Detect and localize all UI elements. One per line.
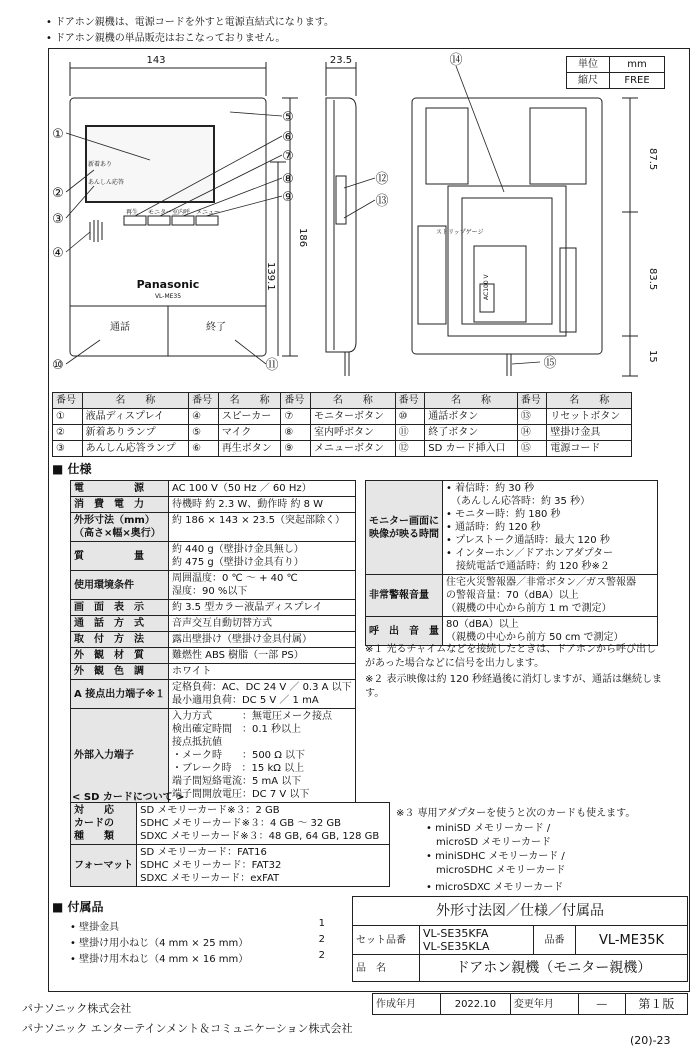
parts-header-no: 番号	[517, 393, 547, 409]
dim-mid-label: 83.5	[647, 268, 658, 291]
ac-label: AC100 V	[483, 274, 490, 300]
set-value: VL-SE35KFA VL-SE35KLA	[420, 926, 534, 955]
created-value: 2022.10	[440, 994, 510, 1015]
spec-row	[71, 571, 356, 600]
spec-row	[71, 616, 356, 632]
brand-logo: Panasonic	[136, 278, 200, 291]
dim-height-label: 186	[297, 228, 308, 248]
callout-15: ⑮	[543, 356, 557, 371]
btn-monitor-label: モニター	[148, 209, 173, 216]
spec-value: 約 3.5 型カラー液晶ディスプレイ	[168, 600, 355, 616]
spec-row	[71, 497, 356, 513]
spec-label: 外 観 材 質	[71, 648, 169, 664]
spec-label: 外部入力端子	[71, 709, 169, 803]
spec-row	[366, 617, 658, 646]
scale-label: 縮尺	[567, 73, 610, 89]
part-name: 液晶ディスプレイ	[82, 409, 189, 425]
spec-value: SD メモリーカード※３：2 GB SDHC メモリーカード※３：4 GB ～ 32 GB SDXC メモリーカード※３：48 GB, 64 GB, 128 GB	[137, 803, 390, 845]
part-name: 終了ボタン	[425, 425, 518, 441]
spec-value: 定格負荷：AC、DC 24 V ／ 0.3 A 以下 最小適用負荷：DC 5 V ／ 1 mA	[168, 680, 355, 709]
spec-label: 外形寸法（mm） （高さ×幅×奥行）	[71, 513, 169, 542]
scale-value: FREE	[610, 73, 665, 89]
spec-row	[71, 648, 356, 664]
part-no: ⑫	[395, 441, 425, 457]
spec-label: A 接点出力端子※１	[71, 680, 169, 709]
sd-note: ※３ 専用アダプターを使うと次のカードも使えます。	[396, 808, 636, 819]
part-no: ⑩	[395, 409, 425, 425]
spec-value: 80（dBA）以上 （親機の中心から前方 50 cm で測定）	[443, 617, 658, 646]
part-name: 壁掛け金具	[547, 425, 632, 441]
name-label: 品 名	[353, 955, 420, 982]
spec-title: ■ 仕様	[52, 462, 92, 476]
unit-value: mm	[610, 57, 665, 73]
spec-value: SD メモリーカード：FAT16 SDHC メモリーカード：FAT32 SDXC メモリーカード：exFAT	[137, 845, 390, 887]
part-name: リセットボタン	[547, 409, 632, 425]
accessory-name: • 壁掛け用木ねじ（4 mm × 16 mm）	[70, 954, 249, 965]
dim-depth-label: 23.5	[329, 55, 353, 66]
accessory-qty: 2	[318, 950, 325, 961]
spec-row	[71, 513, 356, 542]
part-value: VL-ME35K	[576, 926, 688, 955]
part-no: ⑬	[517, 409, 547, 425]
part-name: 電源コード	[547, 441, 632, 457]
spec-value: 音声交互自動切替方式	[168, 616, 355, 632]
part-name: 再生ボタン	[218, 441, 281, 457]
spec-row	[71, 845, 390, 887]
unit-label: 単位	[567, 57, 610, 73]
parts-row	[53, 441, 632, 457]
accessories-title: ■ 付属品	[52, 900, 104, 914]
part-no: ③	[53, 441, 83, 457]
footnote-2: ※２ 表示映像は約 120 秒経過後に消灯しますが、通話は継続します。	[365, 674, 663, 699]
part-name: 通話ボタン	[425, 409, 518, 425]
spec-label: 外 観 色 調	[71, 664, 169, 680]
spec-label: フォーマット	[71, 845, 137, 887]
dim-bottom-label: 15	[647, 350, 658, 363]
callout-6: ⑥	[282, 130, 294, 145]
part-name: スピーカー	[218, 409, 281, 425]
spec-label: 取 付 方 法	[71, 632, 169, 648]
revision-row	[372, 993, 688, 1015]
accessory-qty: 2	[318, 934, 325, 945]
name-value: ドアホン親機（モニター親機）	[420, 955, 688, 982]
callout-13: ⑬	[375, 194, 389, 209]
accessory-item	[70, 934, 325, 949]
changed-label: 変更年月	[510, 994, 578, 1015]
sd-item: • miniSD メモリーカード / microSD メモリーカード	[426, 823, 552, 848]
spec-left-table	[70, 480, 356, 803]
set-label: セット品番	[353, 926, 420, 955]
accessory-name: • 壁掛金具	[70, 922, 120, 933]
spec-row	[71, 632, 356, 648]
part-no: ⑨	[281, 441, 311, 457]
spec-row	[71, 542, 356, 571]
btn-end-label: 終了	[206, 322, 226, 333]
callout-12: ⑫	[375, 172, 389, 187]
spec-value: 周囲温度：0 ℃ ～ + 40 ℃ 湿度：90 %以下	[168, 571, 355, 600]
part-no: ⑦	[281, 409, 311, 425]
part-no: ①	[53, 409, 83, 425]
dim-top-label: 87.5	[647, 148, 658, 171]
spec-label: 電 源	[71, 481, 169, 497]
spec-label: 非常警報音量	[366, 575, 443, 617]
btn-menu-label: メニュー	[196, 209, 221, 216]
spec-value: 待機時 約 2.3 W、動作時 約 8 W	[168, 497, 355, 513]
part-name: あんしん応答ランプ	[82, 441, 189, 457]
parts-header-name: 名 称	[547, 393, 632, 409]
sd-item: • microSDXC メモリーカード	[426, 882, 564, 893]
spec-row	[71, 664, 356, 680]
spec-value: 入力方式 ：無電圧メーク接点 検出確定時間 ：0.1 秒以上 接点抵抗値 ・メーク時 ：500 Ω 以下 ・ブレーク時 ：15 kΩ 以上 端子間短絡電流：5 mA 以下 端子間開放電圧：DC 7 V 以下	[168, 709, 355, 803]
spec-row	[366, 575, 658, 617]
callout-2: ②	[52, 186, 64, 201]
lamp-new-label: 新着あり	[88, 161, 113, 168]
spec-value: 住宅火災警報器／非常ボタン／ガス警報器 の警報音量：70（dBA）以上 （親機の中心から前方 1 m で測定）	[443, 575, 658, 617]
spec-row	[71, 481, 356, 497]
spec-value: 難燃性 ABS 樹脂（一部 PS）	[168, 648, 355, 664]
accessory-qty: 1	[318, 918, 325, 929]
spec-label: 通 話 方 式	[71, 616, 169, 632]
sd-table	[70, 802, 390, 887]
title-block	[352, 896, 688, 982]
spec-row	[71, 803, 390, 845]
outline-drawing	[0, 0, 700, 390]
dim-width-label: 143	[146, 55, 166, 66]
edition: 第１版	[625, 994, 687, 1015]
speaker-grill	[90, 220, 102, 242]
parts-row	[53, 409, 632, 425]
spec-value: ホワイト	[168, 664, 355, 680]
spec-value: 約 440 g（壁掛け金具無し） 約 475 g（壁掛け金具有り）	[168, 542, 355, 571]
callout-11: ⑪	[265, 358, 279, 373]
parts-table	[52, 392, 632, 457]
callout-1: ①	[52, 127, 64, 142]
spec-label: 呼 出 音 量	[366, 617, 443, 646]
footnote-1: ※１ 光るチャイムなどを接続したときは、ドアホンから呼び出しがあった場合などに信号を出力します。	[365, 644, 656, 669]
sd-item: • miniSDHC メモリーカード / microSDHC メモリーカード	[426, 851, 566, 876]
callout-3: ③	[52, 212, 64, 227]
spec-label: 使用環境条件	[71, 571, 169, 600]
callout-8: ⑧	[282, 172, 294, 187]
part-no: ⑪	[395, 425, 425, 441]
parts-header-no: 番号	[53, 393, 83, 409]
created-label: 作成年月	[373, 994, 441, 1015]
part-name: SD カード挿入口	[425, 441, 518, 457]
callout-14: ⑭	[449, 53, 463, 68]
part-name: メニューボタン	[311, 441, 396, 457]
part-no: ②	[53, 425, 83, 441]
btn-intercom-label: 室内呼	[172, 209, 191, 216]
spec-value: • 着信時：約 30 秒 （あんしん応答時：約 35 秒） • モニター時：約 180 秒 • 通話時：約 120 秒 • プレストーク通話時：最大 120 秒 • インターホン／ドアホンアダプター 接続電話で通話時：約 120 秒※２	[443, 481, 658, 575]
accessory-name: • 壁掛け用小ねじ（4 mm × 25 mm）	[70, 938, 249, 949]
doc-title: 外形寸法図／仕様／付属品	[353, 897, 688, 926]
callout-4: ④	[52, 246, 64, 261]
spec-value: 約 186 × 143 × 23.5（突起部除く）	[168, 513, 355, 542]
btn-talk-label: 通話	[110, 322, 130, 333]
part-no: ⑤	[189, 425, 219, 441]
note-line: • ドアホン親機は、電源コードを外すと電源直結式になります。	[46, 17, 334, 28]
part-no: ⑥	[189, 441, 219, 457]
part-name: マイク	[218, 425, 281, 441]
parts-header-name: 名 称	[425, 393, 518, 409]
part-label: 品番	[534, 926, 576, 955]
page-number: (20)-23	[630, 1034, 671, 1047]
company-2: パナソニック エンターテインメント＆コミュニケーション株式会社	[22, 1022, 353, 1035]
strip-gauge-label: ストリップゲージ	[436, 229, 484, 236]
changed-value: ―	[578, 994, 625, 1015]
dim-height2-label: 139.1	[265, 262, 276, 291]
part-no: ⑭	[517, 425, 547, 441]
part-name: 新着ありランプ	[82, 425, 189, 441]
parts-header-name: 名 称	[82, 393, 189, 409]
callout-9: ⑨	[282, 190, 294, 205]
part-no: ⑮	[517, 441, 547, 457]
spec-label: 消 費 電 力	[71, 497, 169, 513]
accessory-item	[70, 950, 325, 965]
spec-right-table	[365, 480, 658, 646]
part-no: ④	[189, 409, 219, 425]
wall-bracket	[448, 186, 566, 336]
sd-title: < SD カードについて >	[72, 792, 185, 803]
part-no: ⑧	[281, 425, 311, 441]
parts-header-no: 番号	[281, 393, 311, 409]
model-small-label: VL-ME35	[154, 293, 182, 300]
accessory-item	[70, 918, 325, 933]
spec-row	[71, 600, 356, 616]
lamp-anshin-label: あんしん応答	[88, 179, 125, 186]
spec-value: AC 100 V（50 Hz ／ 60 Hz）	[168, 481, 355, 497]
spec-label: モニター画面に 映像が映る時間	[366, 481, 443, 575]
parts-row	[53, 425, 632, 441]
parts-header-name: 名 称	[218, 393, 281, 409]
spec-value: 露出壁掛け（壁掛け金具付属）	[168, 632, 355, 648]
spec-label: 質 量	[71, 542, 169, 571]
spec-label: 対 応 カードの 種 類	[71, 803, 137, 845]
part-name: 室内呼ボタン	[311, 425, 396, 441]
callout-7: ⑦	[282, 149, 294, 164]
btn-playback-label: 再生	[126, 209, 139, 216]
spec-label: 画 面 表 示	[71, 600, 169, 616]
callout-10: ⑩	[52, 358, 64, 373]
callout-5: ⑤	[282, 110, 294, 125]
spec-row	[71, 680, 356, 709]
parts-header-no: 番号	[189, 393, 219, 409]
parts-header-no: 番号	[395, 393, 425, 409]
note-line: • ドアホン親機の単品販売はおこなっておりません。	[46, 33, 286, 44]
part-name: モニターボタン	[311, 409, 396, 425]
spec-row	[366, 481, 658, 575]
company-1: パナソニック株式会社	[22, 1002, 132, 1015]
parts-header-name: 名 称	[311, 393, 396, 409]
